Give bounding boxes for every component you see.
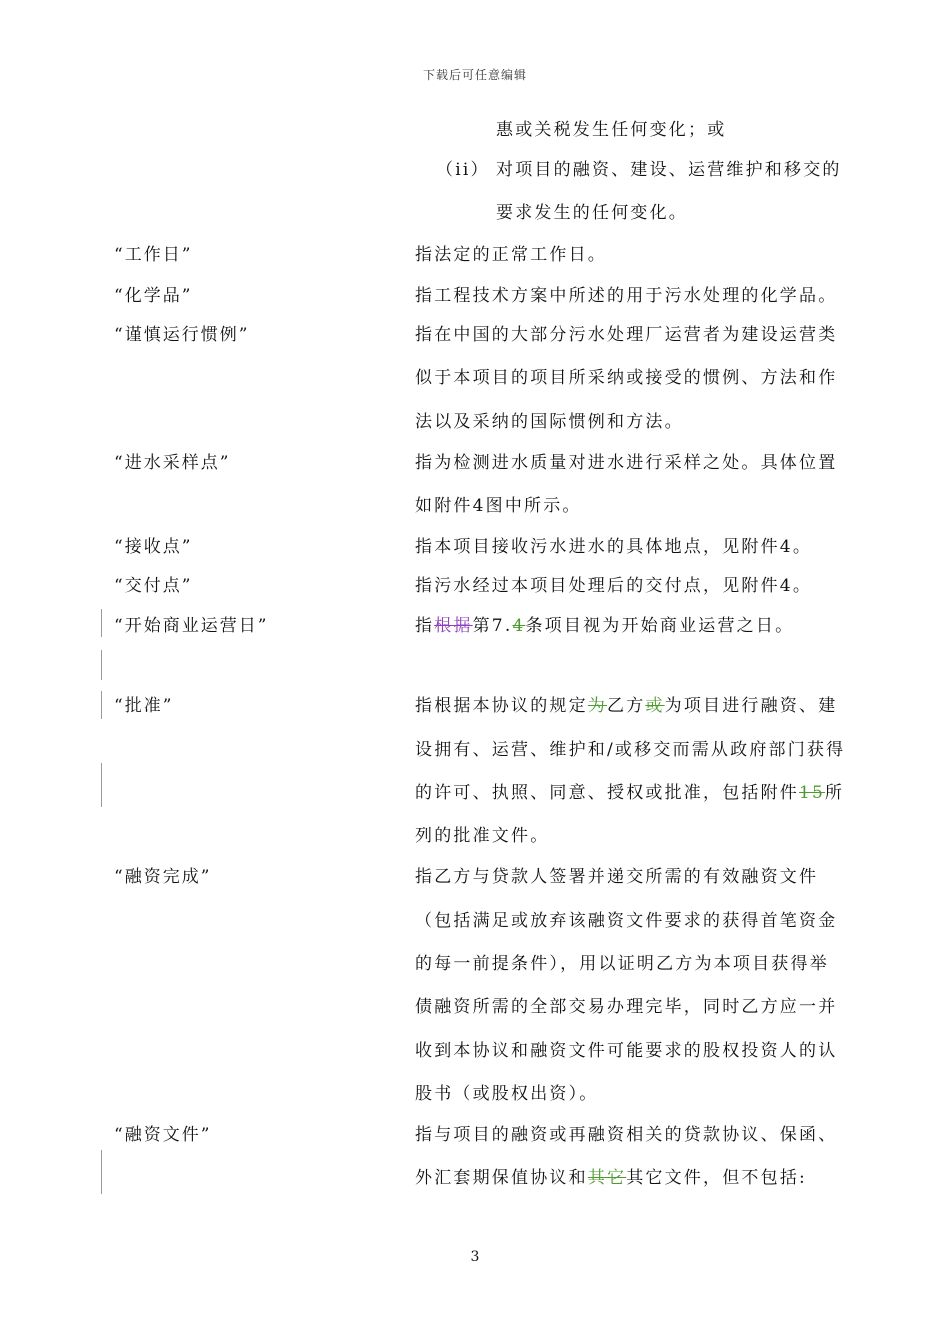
text-segment: 外汇套期保值协议和: [415, 1168, 588, 1188]
deleted-text: 或: [645, 696, 665, 716]
def-financial-close-6: 股书（或股权出资）。: [415, 1084, 599, 1104]
revision-bar: [101, 650, 102, 680]
text-segment: 乙方: [607, 696, 646, 716]
def-financial-close-5: 收到本协议和融资文件可能要求的股权投资人的认: [415, 1041, 838, 1061]
def-financial-close-2: （包括满足或放弃该融资文件要求的获得首笔资金: [415, 911, 838, 931]
def-financial-close-4: 债融资所需的全部交易办理完毕，同时乙方应一并: [415, 997, 838, 1017]
deleted-text: 其它: [587, 1168, 627, 1188]
term-approval: “批准”: [114, 696, 174, 716]
page-header: 下载后可任意编辑: [422, 68, 527, 82]
text-segment: 的许可、执照、同意、授权或批准，包括附件: [415, 783, 799, 803]
text-segment: 指根据本协议的规定: [415, 696, 588, 716]
term-financing-documents: “融资文件”: [114, 1125, 212, 1145]
def-receiving-point: 指本项目接收污水进水的具体地点，见附件4。: [415, 537, 813, 557]
def-approval-2: 设拥有、运营、维护和/或移交而需从政府部门获得: [415, 740, 846, 760]
def-commercial-operation-date: [415, 616, 794, 636]
term-delivery-point: “交付点”: [114, 576, 193, 596]
def-prudent-practice-2: 似于本项目的项目所采纳或接受的惯例、方法和作: [415, 368, 838, 388]
term-chemicals: “化学品”: [114, 286, 193, 306]
page-number: 3: [470, 1249, 480, 1265]
def-financial-close-1: 指乙方与贷款人签署并递交所需的有效融资文件: [415, 867, 819, 887]
revision-bar: [101, 691, 102, 719]
def-financing-documents-1: 指与项目的融资或再融资相关的贷款协议、保函、: [415, 1125, 838, 1145]
def-workday: 指法定的正常工作日。: [415, 245, 607, 265]
def-prudent-practice-1: 指在中国的大部分污水处理厂运营者为建设运营类: [415, 325, 838, 345]
deleted-text: 4: [512, 616, 526, 636]
def-financial-close-3: 的每一前提条件），用以证明乙方为本项目获得举: [415, 954, 829, 974]
text-segment: 条项目视为开始商业运营之日。: [525, 616, 795, 636]
text-segment: 指: [415, 616, 435, 636]
item-ii-text-cont: 要求发生的任何变化。: [496, 203, 688, 223]
term-workday: “工作日”: [114, 245, 193, 265]
def-sampling-point-2: 如附件4图中所示。: [415, 496, 582, 516]
continuation-line: 惠或关税发生任何变化；或: [496, 120, 727, 140]
def-delivery-point: 指污水经过本项目处理后的交付点，见附件4。: [415, 576, 813, 596]
deleted-text: 15: [799, 783, 826, 803]
deleted-text: 根据: [434, 616, 473, 636]
item-ii-text: 对项目的融资、建设、运营维护和移交的: [496, 160, 842, 180]
text-segment: 其它文件，但不包括:: [626, 1168, 807, 1188]
def-approval-3: [415, 783, 844, 803]
revision-bar: [101, 763, 102, 807]
text-segment: 所: [825, 783, 845, 803]
term-prudent-practice: “谨慎运行惯例”: [114, 325, 250, 345]
revision-bar: [101, 1150, 102, 1194]
def-sampling-point-1: 指为检测进水质量对进水进行采样之处。具体位置: [415, 453, 838, 473]
text-segment: 第7.: [472, 616, 513, 636]
term-financial-close: “融资完成”: [114, 867, 212, 887]
term-sampling-point: “进水采样点”: [114, 453, 231, 473]
item-ii-label: （ii）: [436, 160, 490, 180]
def-chemicals: 指工程技术方案中所述的用于污水处理的化学品。: [415, 286, 838, 306]
def-financing-documents-2: [415, 1168, 807, 1188]
term-receiving-point: “接收点”: [114, 537, 193, 557]
def-prudent-practice-3: 法以及采纳的国际惯例和方法。: [415, 412, 684, 432]
revision-bar: [101, 609, 102, 637]
def-approval-1: [415, 696, 837, 716]
def-approval-4: 列的批准文件。: [415, 826, 550, 846]
term-commercial-operation-date: “开始商业运营日”: [114, 616, 269, 636]
text-segment: 为项目进行融资、建: [664, 696, 838, 716]
deleted-text: 为: [587, 696, 608, 716]
